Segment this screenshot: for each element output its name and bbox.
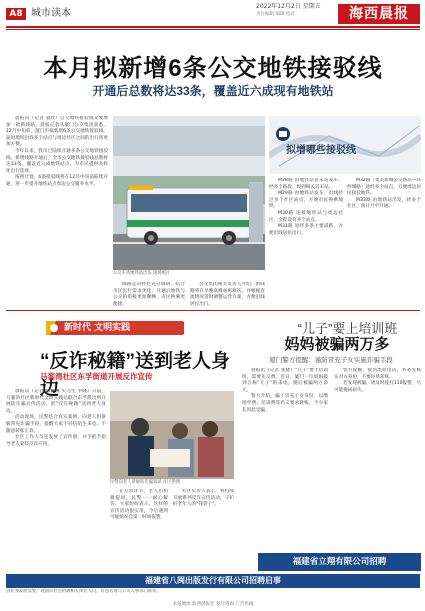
paragraph: M32路（集美新城公交场站—环西城路）途经多个站点，方便周边居民接驳地铁。 (347, 178, 421, 197)
story2-column-1 (6, 389, 106, 599)
paragraph: M30路 连接地铁站与周边社区，全程设有多个站点。 (269, 210, 343, 223)
paragraph: 若发现被骗，请及时拨打110报警，尽可能挽回损失。 (334, 381, 421, 393)
ad-body-text: 因业务发展需要，现面向社会招聘相关岗位人员，有意者请与公司人事部门联系。 (6, 589, 161, 594)
issue-date: 2022年12月2日 星期五 (256, 3, 321, 10)
lead-column-2 (113, 282, 185, 308)
paragraph: 今年以来，我市已陆续开通多条公交地铁接驳线。新增线路开通后，全市公交地铁接驳线总数将达33条，覆盖近六成地铁站点，为市民提供多样化出行选择。 (6, 148, 108, 174)
section-number: A8 (6, 8, 26, 20)
editor-line: 责任编辑 编辑 校对 (256, 12, 295, 17)
sidebar-title: 拟增哪些接驳线 (286, 145, 356, 156)
story3-kicker: “儿子”要上培训班 (297, 321, 398, 336)
story3-column-2 (334, 368, 421, 550)
paragraph: 社区负责人表示，将持续开展系列反诈宣传活动，守护好老年人的“钱袋子”。 (173, 489, 234, 508)
paragraph: 线路走向经过充分调研，结合市民出行需求优化。开通后地铁与公交的衔接更加顺畅，市民换乘更便捷。 (113, 282, 185, 307)
story2-headline: “反诈秘籍”送到老人身边 (40, 351, 231, 399)
story2-column-2 (110, 489, 168, 569)
story3-column-1 (242, 368, 328, 550)
masthead-logo: 海西晨报 (338, 4, 420, 24)
paragraph: M33路 由地铁站出发，经多个社区，预计月中开通。 (347, 197, 421, 210)
paragraph: 公交集团相关负责人介绍，新线路将在早晚高峰加密班次，并根据客流情况适时调整运营方案，方便沿线居民出行。 (190, 282, 265, 307)
paragraph: 晨报讯（记者 童欣）公交地铁接驳线又要增加一批新线路。晨报记者从厦门公交集团获悉，12月中旬前，厦门市拟新增6条公交地铁接驳线。届时地铁沿线多个站点与周边社区之间的出行将更加方便。 (6, 116, 108, 148)
civility-banner (46, 319, 184, 337)
section-divider (6, 310, 420, 311)
story2-subhead: 马銮湾社区东孚街道开展反诈宣传 (40, 372, 153, 381)
story3-subhead: 厦门警方提醒：谨防冒充子女实施诈骗手段 (269, 356, 393, 364)
lead-subhead: 开通后总数将达33条，覆盖近六成现有地铁站 (92, 84, 334, 98)
header-rule-thin (6, 29, 420, 30)
bus-photo (113, 116, 265, 270)
story2-column-2b (173, 489, 234, 569)
story2-caption: 民警向老人讲解防诈骗知识 社区供图 (110, 480, 181, 485)
section-name: 城市读本 (31, 8, 71, 19)
paragraph: 活动现场，民警结合真实案例，向老人们讲解常见诈骗手段，提醒大家不轻信陌生来电、不随意转账汇款。 (6, 415, 106, 434)
header-rule (6, 26, 420, 28)
lead-column-2b (190, 282, 265, 308)
banner-text: 新时代 文明实践 (64, 323, 131, 333)
paragraph: M31路 途经多条主要道路，方便沿线居民出行。 (269, 224, 343, 236)
paragraph: 晨报讯（记者 张晓）“儿子”要上培训班，需要先交费。近日，厦门一位妈妈接到自称“儿子”的来电，随后被骗两万余元。 (242, 368, 328, 393)
story3-headline: 妈妈被骗两万多 (284, 336, 390, 353)
lead-headline: 本月拟新增6条公交地铁接驳线 (43, 55, 383, 82)
paragraph: M28路 由地铁站首末站发车，经多个路段，终到相关首末站。 (269, 178, 343, 190)
recruitment-ad-2: 福建省八闽出版发行有限公司招聘启事 (6, 574, 420, 588)
paragraph: 在互动环节，老人们积极提问，民警一一耐心解答。大家纷纷表示，这样的宣传活动很实用，今后遇到可疑情况会第一时间报警。 (110, 489, 168, 521)
lead-column-4 (347, 178, 421, 308)
recruitment-ad-1: 福建省立翔有限公司招聘 (258, 553, 421, 571)
page-footer: 本报地址 海西晨报社 发行咨询 广告热线 (172, 602, 254, 607)
paragraph: 社区工作人员还发放了宣传册，并手把手指导老人安装反诈应用。 (6, 435, 106, 447)
lead-column-3 (269, 178, 343, 308)
paragraph: 警方介绍，骗子冒充子女身份，以缴纳学费、培训费等名义要求转账，不少家长因此受骗。 (242, 394, 328, 413)
paragraph: 晨报讯（记者 陈雅琳 实习生 李晓）日前，马銮湾社区新时代文明实践站联合东孚派出所开展防诈骗宣传活动，把“反诈秘籍”送到老人身边。 (6, 389, 106, 414)
photo-caption: 公交车从地铁站出发 现场照片 (113, 271, 171, 276)
lead-column-1 (6, 116, 108, 308)
paragraph: 按照计划，6条接驳线将在12月中旬前陆续开通，进一步提升地铁站点周边公交服务水平。 (6, 175, 108, 187)
paragraph: 警方提醒，接到类似电话，务必先核实对方身份，不要轻易转账。 (334, 368, 421, 380)
story2-photo (110, 391, 234, 479)
paragraph: M29路 由地铁站发车，沿线经过多个社区站点，方便市民换乘地铁。 (269, 191, 343, 210)
